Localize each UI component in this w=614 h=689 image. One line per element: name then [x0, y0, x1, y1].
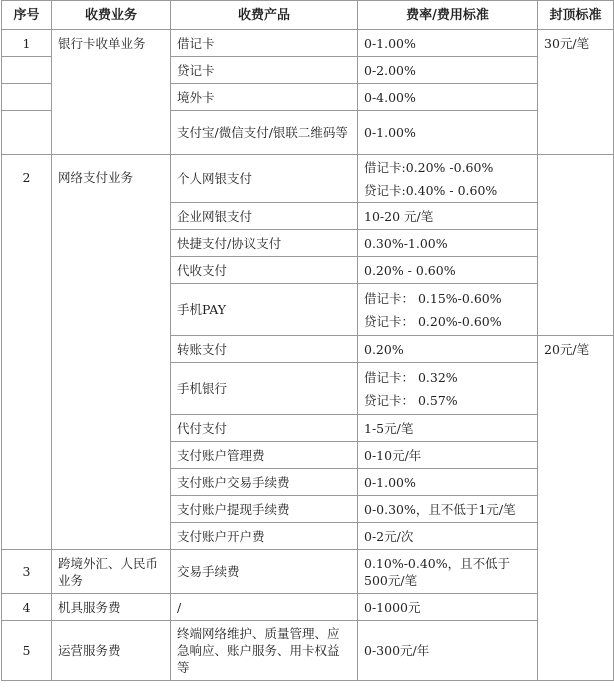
rate-cell: 0-1.00%	[358, 111, 538, 155]
header-cap: 封顶标准	[538, 1, 614, 30]
cap-cell-empty	[538, 155, 614, 336]
rate-line: 借记卡： 0.32%	[364, 369, 458, 385]
product-cell: 贷记卡	[171, 57, 358, 84]
seq-cell-empty	[2, 111, 52, 155]
seq-cell-empty	[2, 57, 52, 84]
product-cell: 快捷支付/协议支付	[171, 230, 358, 257]
rate-cell: 0-10元/年	[358, 442, 538, 469]
rate-line: 借记卡:0.20% -0.60%	[364, 159, 494, 175]
product-cell: 企业网银支付	[171, 203, 358, 230]
product-cell: 支付账户开户费	[171, 523, 358, 550]
table-row	[2, 30, 614, 57]
rate-cell: 0.20%	[358, 336, 538, 363]
rate-cell: 0.30%-1.00%	[358, 230, 538, 257]
product-cell: 转账支付	[171, 336, 358, 363]
rate-cell: 0-1.00%	[358, 469, 538, 496]
product-cell: 支付账户管理费	[171, 442, 358, 469]
business-cell: 机具服务费	[52, 594, 171, 621]
rate-line: 贷记卡： 0.20%-0.60%	[364, 313, 502, 329]
product-cell: 代付支付	[171, 415, 358, 442]
rate-cell	[358, 155, 538, 203]
rate-cell: 0.10%-0.40%，且不低于500元/笔	[358, 550, 538, 594]
product-cell: 终端网络维护、质量管理、应急响应、账户服务、用卡权益等	[171, 621, 358, 681]
product-cell: 境外卡	[171, 84, 358, 111]
rate-cell	[358, 284, 538, 336]
product-cell: /	[171, 594, 358, 621]
table-row	[2, 550, 614, 594]
business-cell: 运营服务费	[52, 621, 171, 681]
rate-line: 贷记卡： 0.57%	[364, 392, 458, 408]
business-cell: 银行卡收单业务	[52, 30, 171, 155]
product-cell: 支付账户提现手续费	[171, 496, 358, 523]
header-business: 收费业务	[52, 1, 171, 30]
seq-cell: 3	[2, 550, 52, 594]
rate-cell	[358, 363, 538, 415]
product-cell: 手机PAY	[171, 284, 358, 336]
business-cell: 网络支付业务	[52, 155, 171, 550]
seq-cell: 1	[2, 30, 52, 57]
cap-cell: 30元/笔	[538, 30, 614, 155]
fee-table	[1, 0, 614, 681]
rate-cell: 0-2元/次	[358, 523, 538, 550]
seq-cell: 2	[2, 155, 52, 550]
rate-cell: 0-1.00%	[358, 30, 538, 57]
product-cell: 手机银行	[171, 363, 358, 415]
table-row	[2, 594, 614, 621]
cap-cell: 20元/笔	[538, 336, 614, 681]
seq-cell: 5	[2, 621, 52, 681]
rate-cell: 10-20 元/笔	[358, 203, 538, 230]
product-cell: 支付宝/微信支付/银联二维码等	[171, 111, 358, 155]
product-cell: 支付账户交易手续费	[171, 469, 358, 496]
header-rate: 费率/费用标准	[358, 1, 538, 30]
product-cell: 代收支付	[171, 257, 358, 284]
rate-cell: 0-2.00%	[358, 57, 538, 84]
product-cell: 交易手续费	[171, 550, 358, 594]
header-row	[2, 1, 614, 30]
header-product: 收费产品	[171, 1, 358, 30]
rate-line: 借记卡： 0.15%-0.60%	[364, 290, 502, 306]
rate-cell: 0-4.00%	[358, 84, 538, 111]
product-cell: 借记卡	[171, 30, 358, 57]
rate-cell: 0-0.30%，且不低于1元/笔	[358, 496, 538, 523]
table-row	[2, 621, 614, 681]
rate-line: 贷记卡:0.40% - 0.60%	[364, 182, 498, 198]
rate-cell: 0-300元/年	[358, 621, 538, 681]
rate-cell: 1-5元/笔	[358, 415, 538, 442]
rate-cell: 0.20% - 0.60%	[358, 257, 538, 284]
seq-cell: 4	[2, 594, 52, 621]
business-cell: 跨境外汇、人民币业务	[52, 550, 171, 594]
table-row	[2, 155, 614, 203]
rate-cell: 0-1000元	[358, 594, 538, 621]
product-cell: 个人网银支付	[171, 155, 358, 203]
header-seq: 序号	[2, 1, 52, 30]
seq-cell-empty	[2, 84, 52, 111]
